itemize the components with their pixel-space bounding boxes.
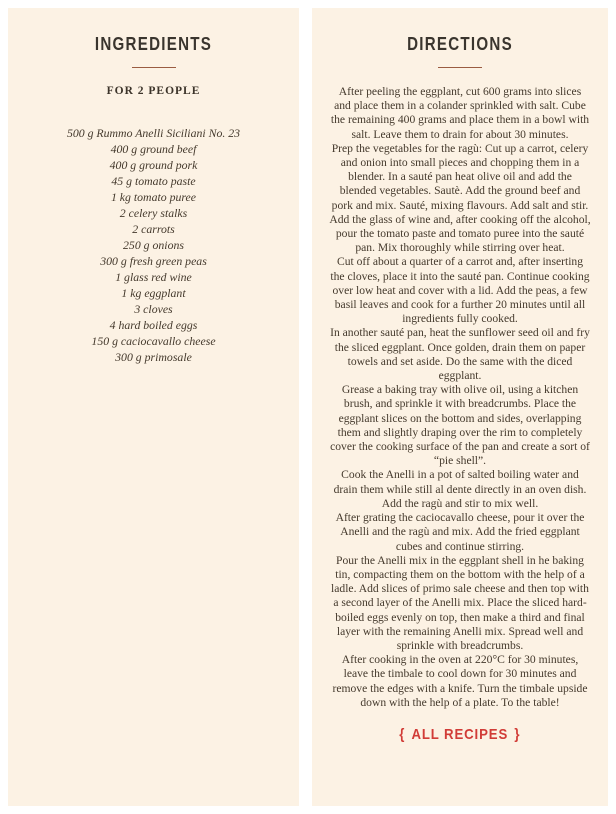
left-brace-glyph: { [399,725,406,743]
direction-paragraph: Grease a baking tray with olive oil, using a kitchen brush, and sprinkle it with breadcrumbs. Place the eggplant slices on the bottom and sides, overlapping them and slightly draping over the rim to completely cover the cooking surface of the pan and create a sort of “pie shell”. [330,383,590,468]
ingredients-panel [8,8,299,806]
direction-paragraph: Prep the vegetables for the ragù: Cut up a carrot, celery and onion into small pieces and chopping them in a blender. In a sauté pan heat olive oil and add the blended vegetables. Sautè. Add the ground beef and pork and mix. Sauté, mixing flavours. Add salt and stir. Add the glass of wine and, after cooking off the alcohol, pour the tomato paste and tomato puree into the sauté pan. Mix thoroughly while stirring over heat. [329,141,591,255]
all-recipes-link[interactable] [393,726,526,743]
ingredient-item: 400 g ground pork [109,158,198,172]
directions-panel [312,8,608,806]
ingredient-item: 45 g tomato paste [111,174,196,188]
right-brace-glyph: } [514,725,521,743]
direction-paragraph: In another sauté pan, heat the sunflower seed oil and fry the sliced eggplant. Once golden, drain them on paper towels and set aside. Do the same with the diced eggplant. [330,326,590,383]
direction-paragraph: After peeling the eggplant, cut 600 grams into slices and place them in a colander sprinkled with salt. Cube the remaining 400 grams and place them in a bowl with salt. Leave them to drain for about 30 minutes. [330,85,590,141]
ingredient-item: 1 kg tomato puree [110,190,197,204]
directions-title: DIRECTIONS [407,34,513,54]
direction-paragraph: Cook the Anelli in a pot of salted boiling water and drain them while still al dente directly in an oven dish. Add the ragù and stir to mix well. [333,468,587,510]
ingredient-item: 300 g primosale [115,350,192,364]
ingredient-item: 3 cloves [134,302,173,316]
ingredient-item: 300 g fresh green peas [100,254,207,268]
direction-paragraph: After grating the caciocavallo cheese, pour it over the Anelli and the ragù and mix. Add the fried eggplant cubes and continue stirring. [335,511,585,553]
ingredient-item: 1 glass red wine [115,270,192,284]
direction-paragraph: Cut off about a quarter of a carrot and, after inserting the cloves, place it into the sauté pan. Continue cooking over low heat and cover with a lid. Add the peas, a few basil leaves and cook for a further 20 minutes until all ingredients fully cooked. [330,255,590,326]
direction-paragraph: After cooking in the oven at 220°C for 30 minutes, leave the timbale to cool down for 30 minutes and remove the edges with a knife. Turn the timbale upside down with the help of a plate. To the table! [332,653,588,709]
ingredient-item: 4 hard boiled eggs [109,318,198,332]
ingredient-item: 250 g onions [123,238,184,252]
ingredient-item: 2 carrots [132,222,175,236]
direction-paragraph: Pour the Anelli mix in the eggplant shell in he baking tin, compacting them on the bottom with the help of a ladle. Add slices of primo sale cheese and then top with a second layer of the Anelli mix. Place the sliced hard-boiled eggs evenly on top, then make a third and final layer with the remaining Anelli mix. Spread well and sprinkle with breadcrumbs. [331,553,589,652]
ingredient-item: 400 g ground beef [110,142,197,156]
ingredient-item: 2 celery stalks [119,206,188,220]
directions-divider [438,67,482,68]
ingredients-divider [132,67,176,68]
ingredients-list [32,125,275,365]
ingredients-title: INGREDIENTS [94,34,213,54]
ingredient-item: 500 g Rummo Anelli Siciliani No. 23 [66,126,241,140]
ingredient-item: 150 g caciocavallo cheese [91,334,216,348]
serving-label: FOR 2 PEOPLE [106,85,201,97]
all-recipes-label: ALL RECIPES [411,725,509,743]
directions-text [329,85,591,710]
ingredient-item: 1 kg eggplant [121,286,186,300]
